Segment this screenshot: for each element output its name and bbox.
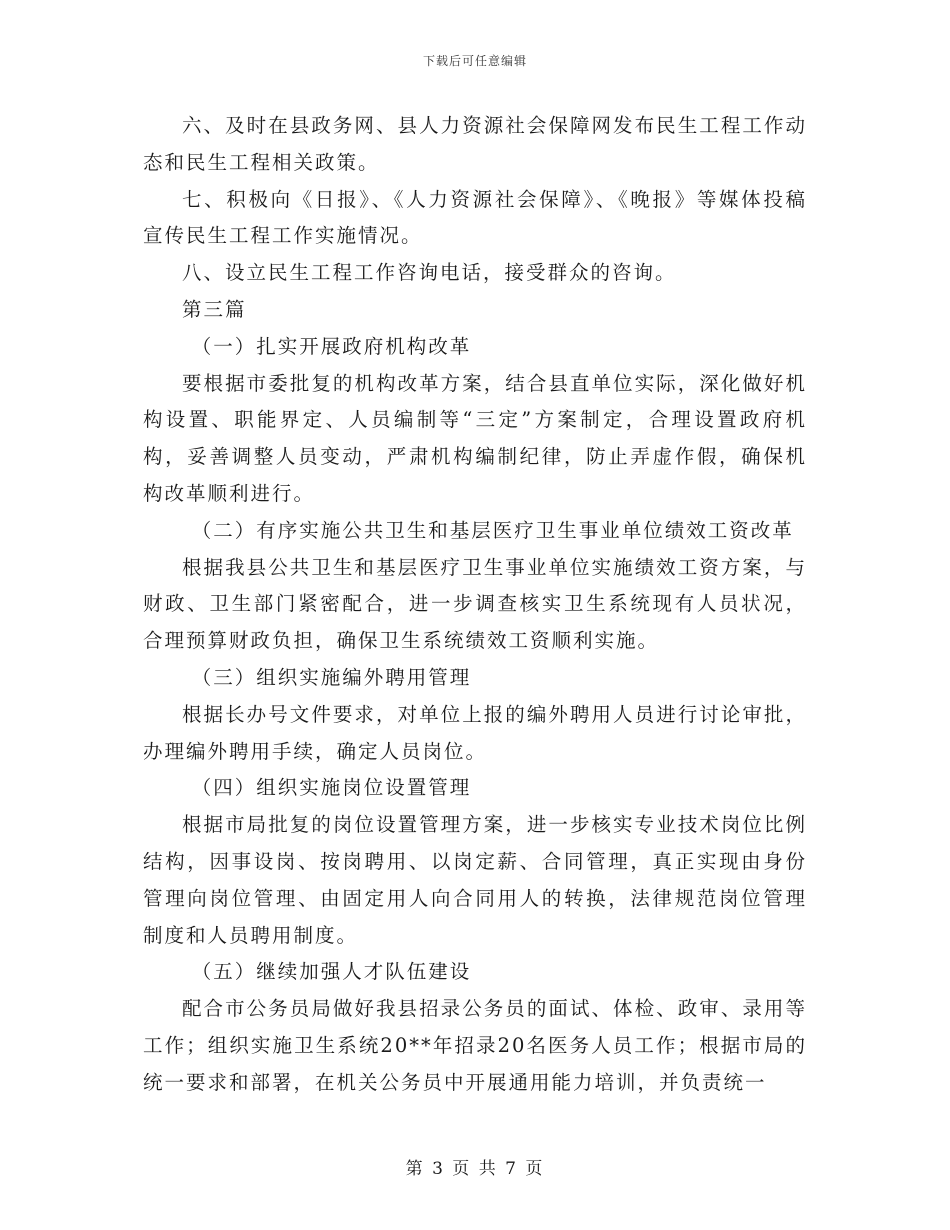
body-paragraph-5: 配合市公务员局做好我县招录公务员的面试、体检、政审、录用等工作；组织实施卫生系统20**年招录20名医务人员工作；根据市局的统一要求和部署，在机关公务员中开展通用能力培训，并负责统一 bbox=[143, 997, 807, 1094]
document-body bbox=[143, 108, 807, 1102]
paragraph-item-8: 八、设立民生工程工作咨询电话，接受群众的咨询。 bbox=[182, 261, 677, 285]
page-number-footer: 第 3 页 共 7 页 bbox=[405, 1159, 545, 1179]
body-paragraph-4: 根据市局批复的岗位设置管理方案，进一步核实专业技术岗位比例结构，因事设岗、按岗聘用、以岗定薪、合同管理，真正实现由身份管理向岗位管理、由固定用人向合同用人的转换，法律规范岗位管理制度和人员聘用制度。 bbox=[143, 813, 807, 947]
body-paragraph-1: 要根据市委批复的机构改革方案，结合县直单位实际，深化做好机构设置、职能界定、人员编制等“三定”方案制定，合理设置政府机构，妥善调整人员变动，严肃机构编制纪律，防止弄虚作假，确保机构改革顺利进行。 bbox=[143, 371, 807, 505]
subheading-3: （三）组织实施编外聘用管理 bbox=[191, 665, 472, 689]
subheading-1: （一）扎实开展政府机构改革 bbox=[191, 334, 472, 358]
body-paragraph-2: 根据我县公共卫生和基层医疗卫生事业单位实施绩效工资方案，与财政、卫生部门紧密配合，进一步调查核实卫生系统现有人员状况，合理预算财政负担，确保卫生系统绩效工资顺利实施。 bbox=[143, 555, 807, 653]
page-header-note: 下载后可任意编辑 bbox=[422, 54, 527, 68]
subheading-4: （四）组织实施岗位设置管理 bbox=[191, 776, 472, 800]
paragraph-item-7: 七、积极向《日报》、《人力资源社会保障》、《晚报》等媒体投稿宣传民生工程工作实施情况。 bbox=[143, 187, 807, 248]
body-paragraph-3: 根据长办号文件要求，对单位上报的编外聘用人员进行讨论审批，办理编外聘用手续，确定人员岗位。 bbox=[143, 702, 807, 763]
paragraph-item-6: 六、及时在县政务网、县人力资源社会保障网发布民生工程工作动态和民生工程相关政策。 bbox=[143, 114, 807, 174]
subheading-5: （五）继续加强人才队伍建设 bbox=[191, 960, 472, 984]
subheading-2: （二）有序实施公共卫生和基层医疗卫生事业单位绩效工资改革 bbox=[191, 518, 794, 542]
section-title: 第三篇 bbox=[182, 297, 247, 321]
